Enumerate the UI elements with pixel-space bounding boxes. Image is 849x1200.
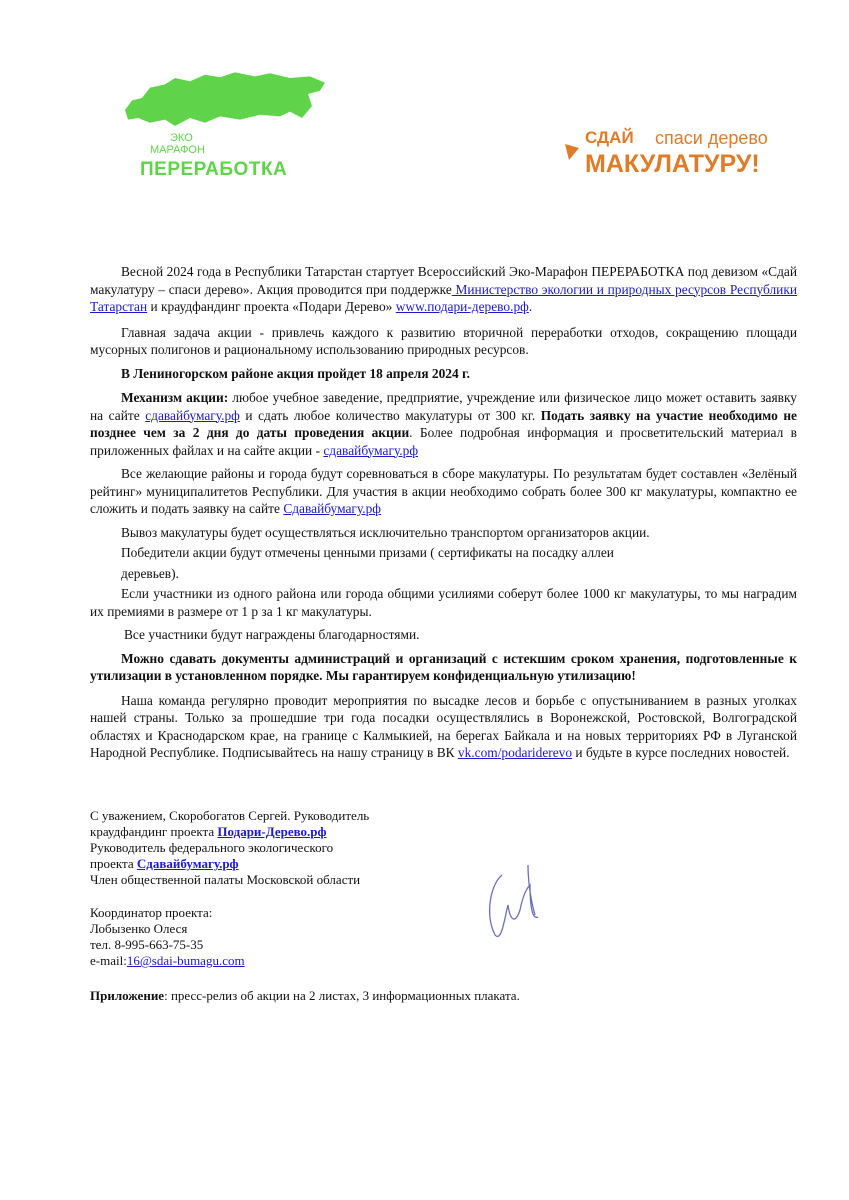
logo-pererabotka: ПЕРЕРАБОТКА [140,159,288,180]
podari-derevo-link[interactable]: Подари-Дерево.рф [217,823,327,839]
paragraph-prizes: Победители акции будут отмечены ценными призами ( сертификаты на посадку аллеи [121,545,614,560]
appendix-text: : пресс-релиз об акции на 2 листах, 3 информационных плаката. [164,988,520,1004]
text: и сдать любое количество макулатуры от 300 кг. [239,407,541,423]
vk-link[interactable]: vk.com/podariderevo [457,745,573,760]
sign-line: Член общественной палаты Московской области [90,872,361,888]
sign-line: С уважением, Скоробогатов Сергей. Руководитель [90,807,370,823]
appendix-label: Приложение [90,988,165,1004]
ministry-link[interactable]: Министерство экологии и природных ресурсов Республики Татарстан [90,281,798,314]
logo-eko: ЭКО [170,132,193,144]
russia-map-icon [120,70,340,130]
text: . Более подробная информация и просветительский материал в приложенных файлах и на сайте акции - [90,425,797,458]
eco-marathon-logo [120,70,340,185]
text: и краудфандинг проекта «Подари Дерево» [147,299,396,314]
logo-sdai: СДАЙ [585,128,634,147]
paragraph-premium: Если участники из одного района или города общими усилиями соберут более 1000 кг макулатуры, то мы наградим их премиями в размере от 1 р за 1 кг макулатуры. [90,586,797,619]
sign-line: проекта [90,856,137,872]
sdavaibumagu-link[interactable]: сдавайбумагу.рф [145,407,240,423]
text: Наша команда регулярно проводит мероприятия по высадке лесов и борьбе с опустыниванием в разных уголках нашей страны. Только за прошедшие три года посадки осуществлялись в Воронежской, Ростовской, Волгоградской областях и Краснодарском крае, на границе с Калмыкией, на берегах Байкала и на новых территориях РФ в Луганской Народной Республике. Подписывайтесь на нашу страницу в ВК [90,692,797,760]
paragraph-transport: Вывоз макулатуры будет осуществляться исключительно транспортом организаторов акции. [121,524,650,540]
sdavaibumagu-link[interactable]: Сдавайбумагу.рф [136,856,239,872]
sign-line: краудфандинг проекта [90,823,218,839]
sdavaibumagu-link[interactable]: Сдавайбумагу.рф [283,501,381,516]
text: любое учебное заведение, предприятие, учреждение или физическое лицо может оставить заявку на сайте [90,390,797,423]
sdai-makulaturu-logo [565,128,795,182]
text: и будьте в курсе последних новостей. [572,745,790,760]
logo-spasi-derevo: спаси дерево [655,128,768,148]
sdavaibumagu-link[interactable]: сдавайбумагу.рф [323,442,419,458]
text: . [528,299,533,314]
paragraph-documents: Можно сдавать документы администраций и организаций с истекшим сроком хранения, подготовленные к утилизации в установленном порядке. Мы гарантируем конфиденциальную утилизацию! [90,650,797,683]
signature-block [90,808,797,970]
paragraph-goal: Главная задача акции - привлечь каждого к развитию вторичной переработки отходов, сокращению площади мусорных полигонов и рациональному использованию природных ресурсов. [90,324,797,357]
sign-line: Руководитель федерального экологического [90,839,334,855]
text: Весной 2024 года в Республики Татарстан стартует Всероссийский Эко-Марафон ПЕРЕРАБОТКА под девизом «Сдай макулатуру – спаси дерево». Акция проводится при поддержке [90,264,797,297]
email-link[interactable]: 16@sdai-bumagu.com [126,953,245,969]
document-body [90,263,797,1005]
logo-makulaturu: МАКУЛАТУРУ! [585,150,760,178]
podari-derevo-link[interactable]: www.подари-дерево.рф [395,299,529,314]
paragraph-intro [90,263,797,316]
logo-marafon: МАРАФОН [150,144,205,156]
coordinator-label: Координатор проекта: [90,904,213,920]
paragraph-rating [90,465,797,518]
bold-text: Подать заявку на участие необходимо не позднее чем за 2 дня до даты проведения акции [90,407,797,440]
arrow-icon [565,144,579,160]
email-label: e-mail: [90,953,127,969]
coordinator-name: Лобызенко Олеся [90,920,188,936]
text: Все желающие районы и города будут соревноваться в сборе макулатуры. По результатам будет составлен «Зелёный рейтинг» муниципалитетов Республики. Для участия в акции необходимо собрать более 300 кг макулатуры, компактно ее сложить и подать заявку на сайте [90,466,797,516]
paragraph-team [90,692,797,762]
paragraph-prizes-cont: деревьев). [121,565,179,581]
handwritten-signature [480,855,550,945]
paragraph-gratitude: Все участники будут награждены благодарностями. [124,627,420,642]
bold-text: Механизм акции: [121,390,229,405]
coordinator-phone: тел. 8-995-663-75-35 [90,936,204,952]
paragraph-mechanism [90,389,797,459]
event-date-heading: В Лениногорском районе акция пройдет 18 апреля 2024 г. [121,365,470,381]
appendix [90,987,797,1005]
